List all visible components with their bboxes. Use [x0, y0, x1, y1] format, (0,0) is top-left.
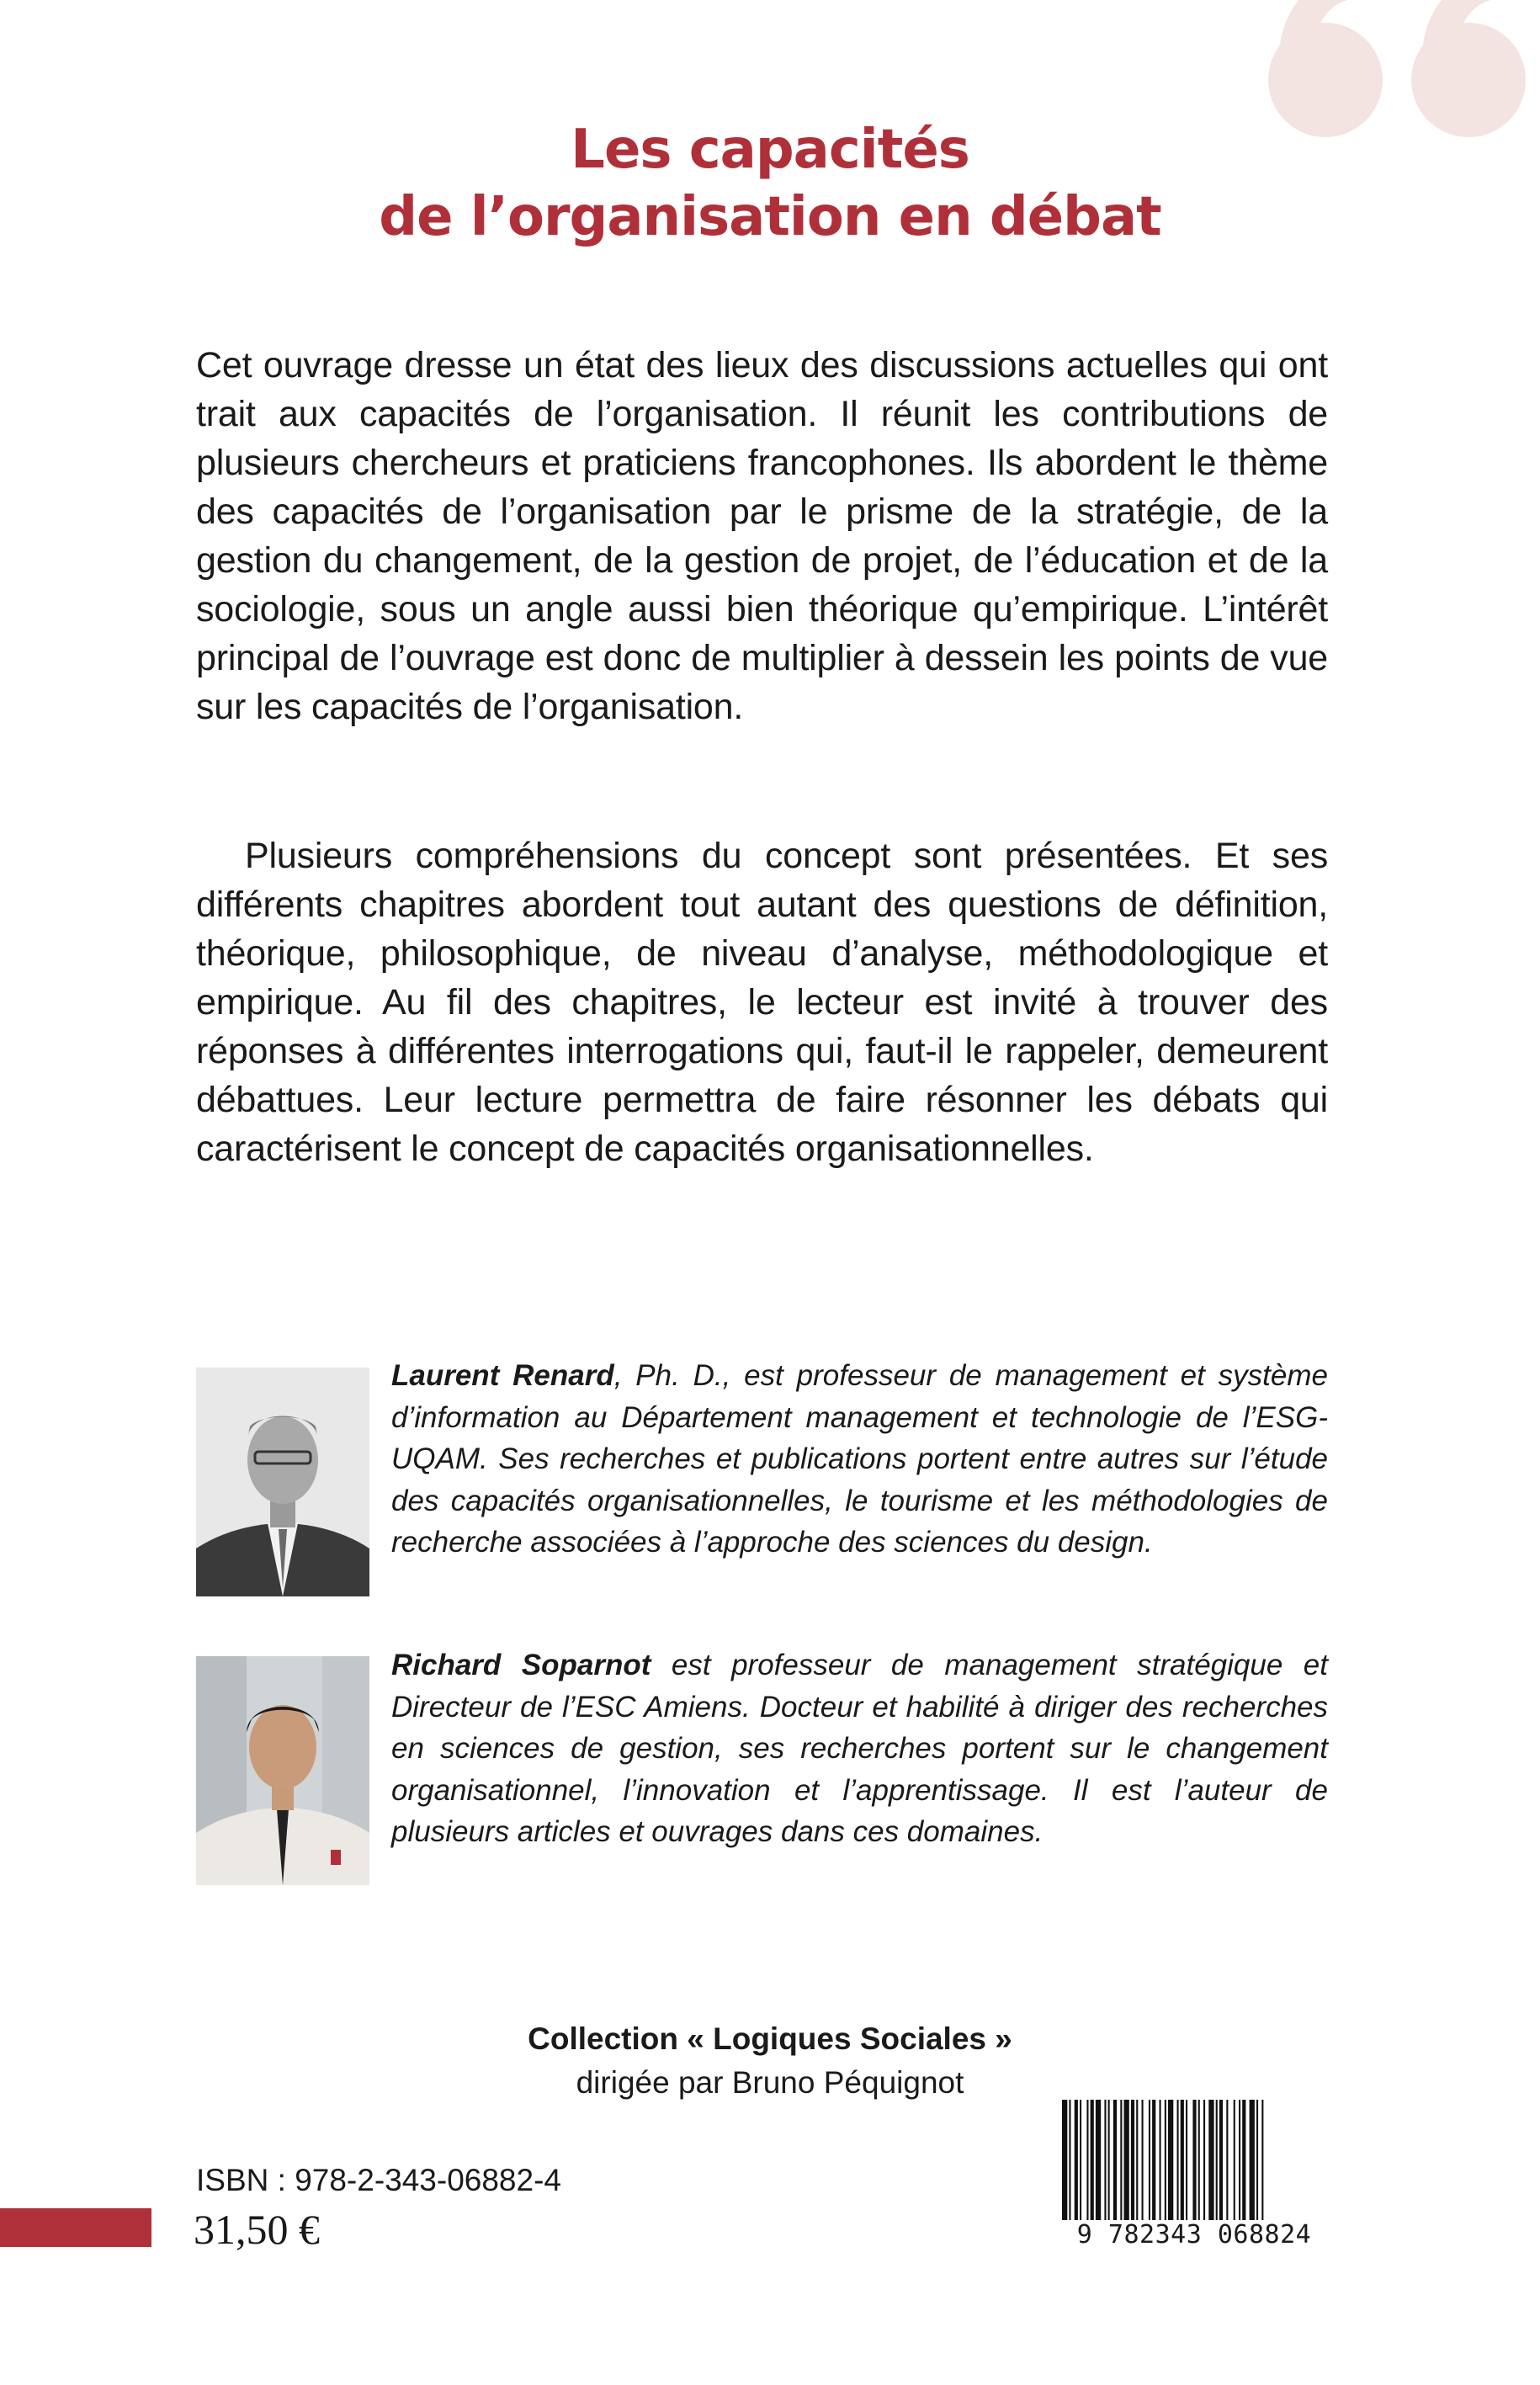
- barcode-icon: [1059, 2100, 1330, 2226]
- price: 31,50 €: [194, 2206, 320, 2253]
- author-bio-laurent-renard: [391, 1355, 1328, 1564]
- author-bio-richard-soparnot: [391, 1644, 1328, 1853]
- barcode-digits: 9 782343 068824: [1055, 2220, 1333, 2250]
- book-title: [0, 116, 1540, 251]
- author-name: Laurent Renard: [391, 1359, 614, 1392]
- collection-director: dirigée par Bruno Péquignot: [576, 2065, 964, 2100]
- summary-paragraph-2: Plusieurs compréhensions du concept sont présentées. Et ses différents chapitres abordent tout autant des questions de définition, théorique, philosophique, de niveau d’analyse, méthodologique et empirique. Au fil des chapitres, le lecteur est invité à trouver des réponses à différentes interrogations qui, faut-il le rappeler, demeurent débattues. Leur lecture permettra de faire résonner les débats qui caractérisent le concept de capacités organisationnelles.: [196, 836, 1328, 1169]
- author-bio-text: est professeur de management stratégique et Directeur de l’ESC Amiens. Docteur et habilité à diriger des recherches en sciences de gestion, ses recherches portent sur le changement organisationnel, l’innovation et l’apprentissage. Il est l’auteur de plusieurs articles et ouvrages dans ces domaines.: [391, 1649, 1328, 1848]
- author-photo-richard-soparnot: [196, 1656, 369, 1885]
- author-name: Richard Soparnot: [391, 1649, 651, 1681]
- title-line-2: de l’organisation en débat: [379, 186, 1161, 248]
- isbn: ISBN : 978-2-343-06882-4: [196, 2163, 561, 2197]
- collection-name: Collection « Logiques Sociales »: [528, 2021, 1012, 2056]
- title-line-1: Les capacités: [571, 119, 969, 181]
- author-bio-text: , Ph. D., est professeur de management et système d’information au Département management et technologie de l’ESG-UQAM. Ses recherches et publications portent entre autres sur l’étude des capacités organisationnelles, le tourisme et les méthodologies de recherche associées à l’approche des sciences du design.: [391, 1359, 1328, 1559]
- author-photo-laurent-renard: [196, 1368, 369, 1596]
- summary-paragraph-1: Cet ouvrage dresse un état des lieux des discussions actuelles qui ont trait aux capacités de l’organisation. Il réunit les contributions de plusieurs chercheurs et praticiens francophones. Ils abordent le thème des capacités de l’organisation par le prisme de la stratégie, de la gestion du changement, de la gestion de projet, de l’éducation et de la sociologie, sous un angle aussi bien théorique qu’empirique. L’intérêt principal de l’ouvrage est donc de multiplier à dessein les points de vue sur les capacités de l’organisation.: [196, 345, 1328, 727]
- accent-bar: [0, 2208, 151, 2247]
